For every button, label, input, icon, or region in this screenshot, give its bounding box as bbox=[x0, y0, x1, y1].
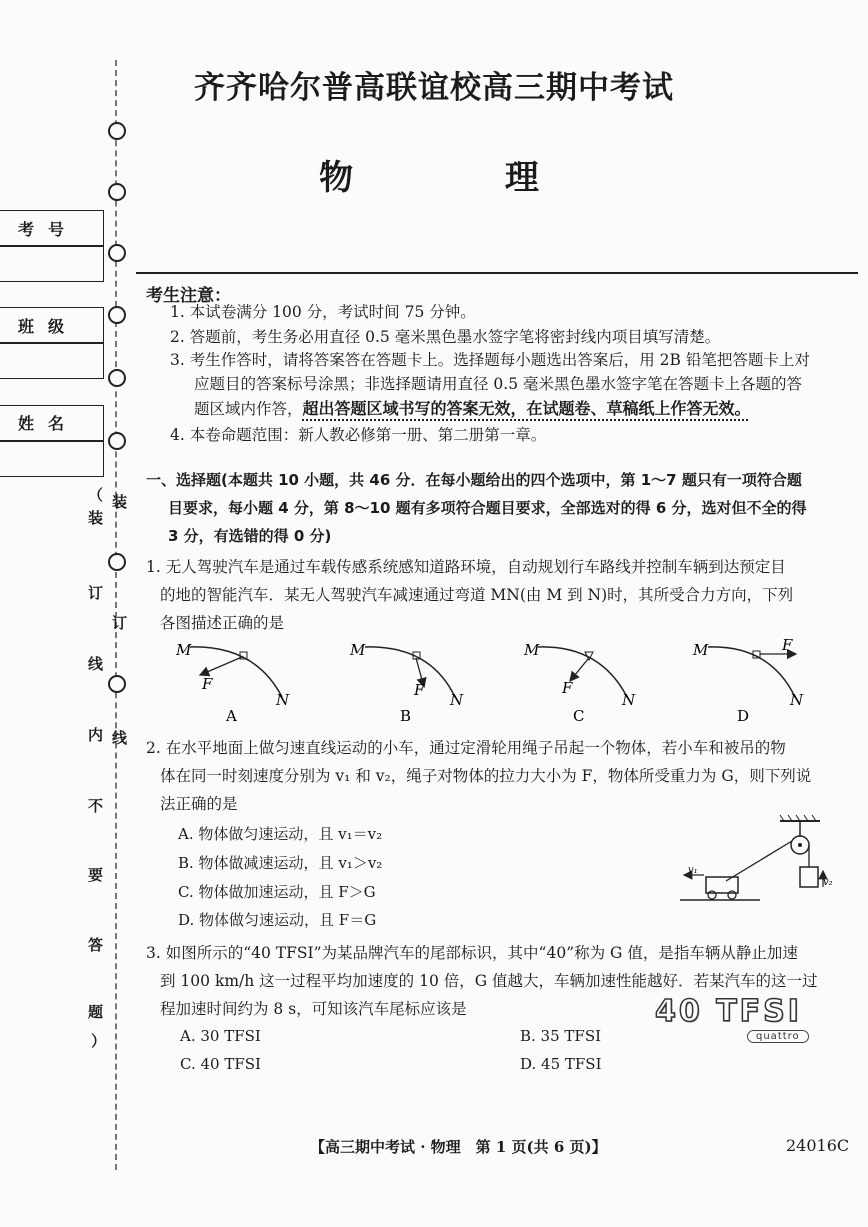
box-divider bbox=[0, 440, 104, 442]
q1-line: 1. 无人驾驶汽车是通过车载传感系统感知道路环境，自动规划行车路线并控制车辆到达预定目 bbox=[146, 558, 786, 576]
figure-d-label: D bbox=[737, 707, 750, 725]
figure-a-f: F bbox=[202, 675, 213, 693]
name-label: 姓名 bbox=[18, 414, 79, 433]
notice-item bbox=[194, 396, 751, 422]
q2-option-d[interactable]: D. 物体做匀速运动，且 F＝G bbox=[178, 911, 377, 929]
binding-hole bbox=[108, 553, 126, 571]
binding-hole bbox=[108, 306, 126, 324]
q2-pulley-figure bbox=[680, 815, 833, 910]
q2-option-c[interactable]: C. 物体做加速运动，且 F＞G bbox=[178, 883, 376, 901]
section-line: 目要求，每小题 4 分，第 8～10 题有多项符合题目要求，全部选对的得 6 分，选对但不全的得 bbox=[168, 499, 807, 517]
figure-c bbox=[523, 641, 636, 725]
binding-text: 题 bbox=[88, 1003, 104, 1021]
figure-a-label: A bbox=[226, 707, 237, 725]
binding-text: 内 bbox=[88, 726, 104, 744]
binding-hole bbox=[108, 432, 126, 450]
question-1 bbox=[146, 553, 846, 637]
binding-text: 线 bbox=[112, 729, 128, 747]
q3-option-d[interactable]: D. 45 TFSI bbox=[520, 1055, 602, 1073]
q2-option-a[interactable]: A. 物体做匀速运动，且 v₁＝v₂ bbox=[178, 825, 383, 843]
binding-text: 装 bbox=[112, 493, 128, 511]
binding-hole bbox=[108, 244, 126, 262]
section-line: 一、选择题(本题共 10 小题，共 46 分．在每小题给出的四个选项中，第 1～7 题只有一项符合题 bbox=[146, 471, 802, 489]
v1-label: v₁ bbox=[688, 865, 698, 876]
paper-code: 24016C bbox=[786, 1136, 850, 1155]
q1-line: 各图描述正确的是 bbox=[160, 614, 285, 632]
figure-d-f: F bbox=[782, 636, 793, 654]
binding-hole bbox=[108, 122, 126, 140]
q1-line: 的地的智能汽车．某无人驾驶汽车减速通过弯道 MN(由 M 到 N)时，其所受合力方向，下列 bbox=[160, 586, 794, 604]
figure-d bbox=[692, 636, 804, 725]
tfsi-badge bbox=[655, 994, 835, 1054]
header-rule bbox=[136, 272, 858, 274]
binding-text: 不 bbox=[88, 797, 104, 815]
section-heading bbox=[146, 466, 846, 550]
figure-c-m: M bbox=[524, 641, 540, 659]
q2-line: 法正确的是 bbox=[160, 795, 238, 813]
q3-option-a[interactable]: A. 30 TFSI bbox=[180, 1027, 261, 1045]
figure-c-label: C bbox=[573, 707, 585, 725]
figure-b-f: F bbox=[414, 681, 425, 699]
q3-line: 到 100 km/h 这一过程平均加速度的 10 倍，G 值越大，车辆加速性能越好．若某汽车的这一过 bbox=[160, 972, 818, 990]
subject-title: 物 理 bbox=[319, 158, 609, 198]
q2-line: 2. 在水平地面上做匀速直线运动的小车，通过定滑轮用绳子吊起一个物体，若小车和被吊的物 bbox=[146, 739, 786, 757]
figure-c-f: F bbox=[562, 679, 573, 697]
figure-b-n: N bbox=[450, 691, 464, 709]
class-label: 班级 bbox=[18, 317, 79, 336]
box-divider bbox=[0, 245, 104, 247]
figure-b bbox=[349, 641, 464, 725]
q3-line: 3. 如图所示的“40 TFSI”为某品牌汽车的尾部标识，其中“40”称为 G 值，是指车辆从静止加速 bbox=[146, 944, 798, 962]
notice-item: 1. 本试卷满分 100 分，考试时间 75 分钟。 bbox=[170, 303, 476, 321]
question-2 bbox=[146, 734, 846, 818]
page-footer: 【高三期中考试 · 物理 第 1 页(共 6 页)】 bbox=[310, 1138, 607, 1156]
binding-text: 要 bbox=[88, 866, 104, 884]
binding-text: ） bbox=[91, 1032, 107, 1050]
notice-item: 4. 本卷命题范围：新人教必修第一册、第二册第一章。 bbox=[170, 426, 547, 444]
figure-b-m: M bbox=[350, 641, 366, 659]
figure-a bbox=[175, 641, 290, 725]
notice-item: 3. 考生作答时，请将答案答在答题卡上。选择题每小题选出答案后，用 2B 铅笔把答题卡上对 bbox=[170, 351, 810, 369]
notice-item: 2. 答题前，考生务必用直径 0.5 毫米黑色墨水签字笔将密封线内项目填写清楚。 bbox=[170, 328, 721, 346]
binding-text: 装 bbox=[88, 509, 104, 527]
notice-emphasis: 超出答题区域书写的答案无效，在试题卷、草稿纸上作答无效。 bbox=[302, 399, 751, 418]
box-divider bbox=[0, 342, 104, 344]
figure-a-m: M bbox=[176, 641, 192, 659]
tfsi-badge-main: 40 TFSI bbox=[655, 994, 802, 1029]
figure-b-label: B bbox=[400, 707, 412, 725]
notice-heading: 考生注意： bbox=[146, 286, 231, 306]
section-line: 3 分，有选错的得 0 分) bbox=[168, 527, 332, 545]
binding-hole bbox=[108, 369, 126, 387]
binding-hole bbox=[108, 675, 126, 693]
q2-line: 体在同一时刻速度分别为 v₁ 和 v₂，绳子对物体的拉力大小为 F，物体所受重力为 G，则下列说 bbox=[160, 767, 812, 785]
q2-option-b[interactable]: B. 物体做减速运动，且 v₁＞v₂ bbox=[178, 854, 383, 872]
binding-text: 线 bbox=[88, 655, 104, 673]
binding-text: （ bbox=[88, 486, 104, 504]
q3-option-b[interactable]: B. 35 TFSI bbox=[520, 1027, 602, 1045]
q3-line: 程加速时间约为 8 s，可知该汽车尾标应该是 bbox=[160, 1000, 467, 1018]
figure-c-n: N bbox=[622, 691, 636, 709]
v2-label: v₂ bbox=[823, 877, 833, 888]
tfsi-badge-sub: quattro bbox=[747, 1030, 809, 1043]
notice-text: 题区域内作答， bbox=[194, 400, 303, 418]
figure-d-m: M bbox=[693, 641, 709, 659]
notice-item: 应题目的答案标号涂黑；非选择题请用直径 0.5 毫米黑色墨水签字笔在答题卡上各题的答 bbox=[194, 375, 803, 393]
q1-figures bbox=[170, 635, 820, 730]
figure-d-n: N bbox=[790, 691, 804, 709]
exam-number-label: 考号 bbox=[18, 220, 79, 239]
q3-option-c[interactable]: C. 40 TFSI bbox=[180, 1055, 261, 1073]
binding-text: 订 bbox=[88, 584, 104, 602]
figure-a-n: N bbox=[276, 691, 290, 709]
binding-text: 订 bbox=[112, 614, 128, 632]
binding-text: 答 bbox=[88, 936, 104, 954]
exam-title: 齐齐哈尔普高联谊校高三期中考试 bbox=[194, 70, 674, 106]
